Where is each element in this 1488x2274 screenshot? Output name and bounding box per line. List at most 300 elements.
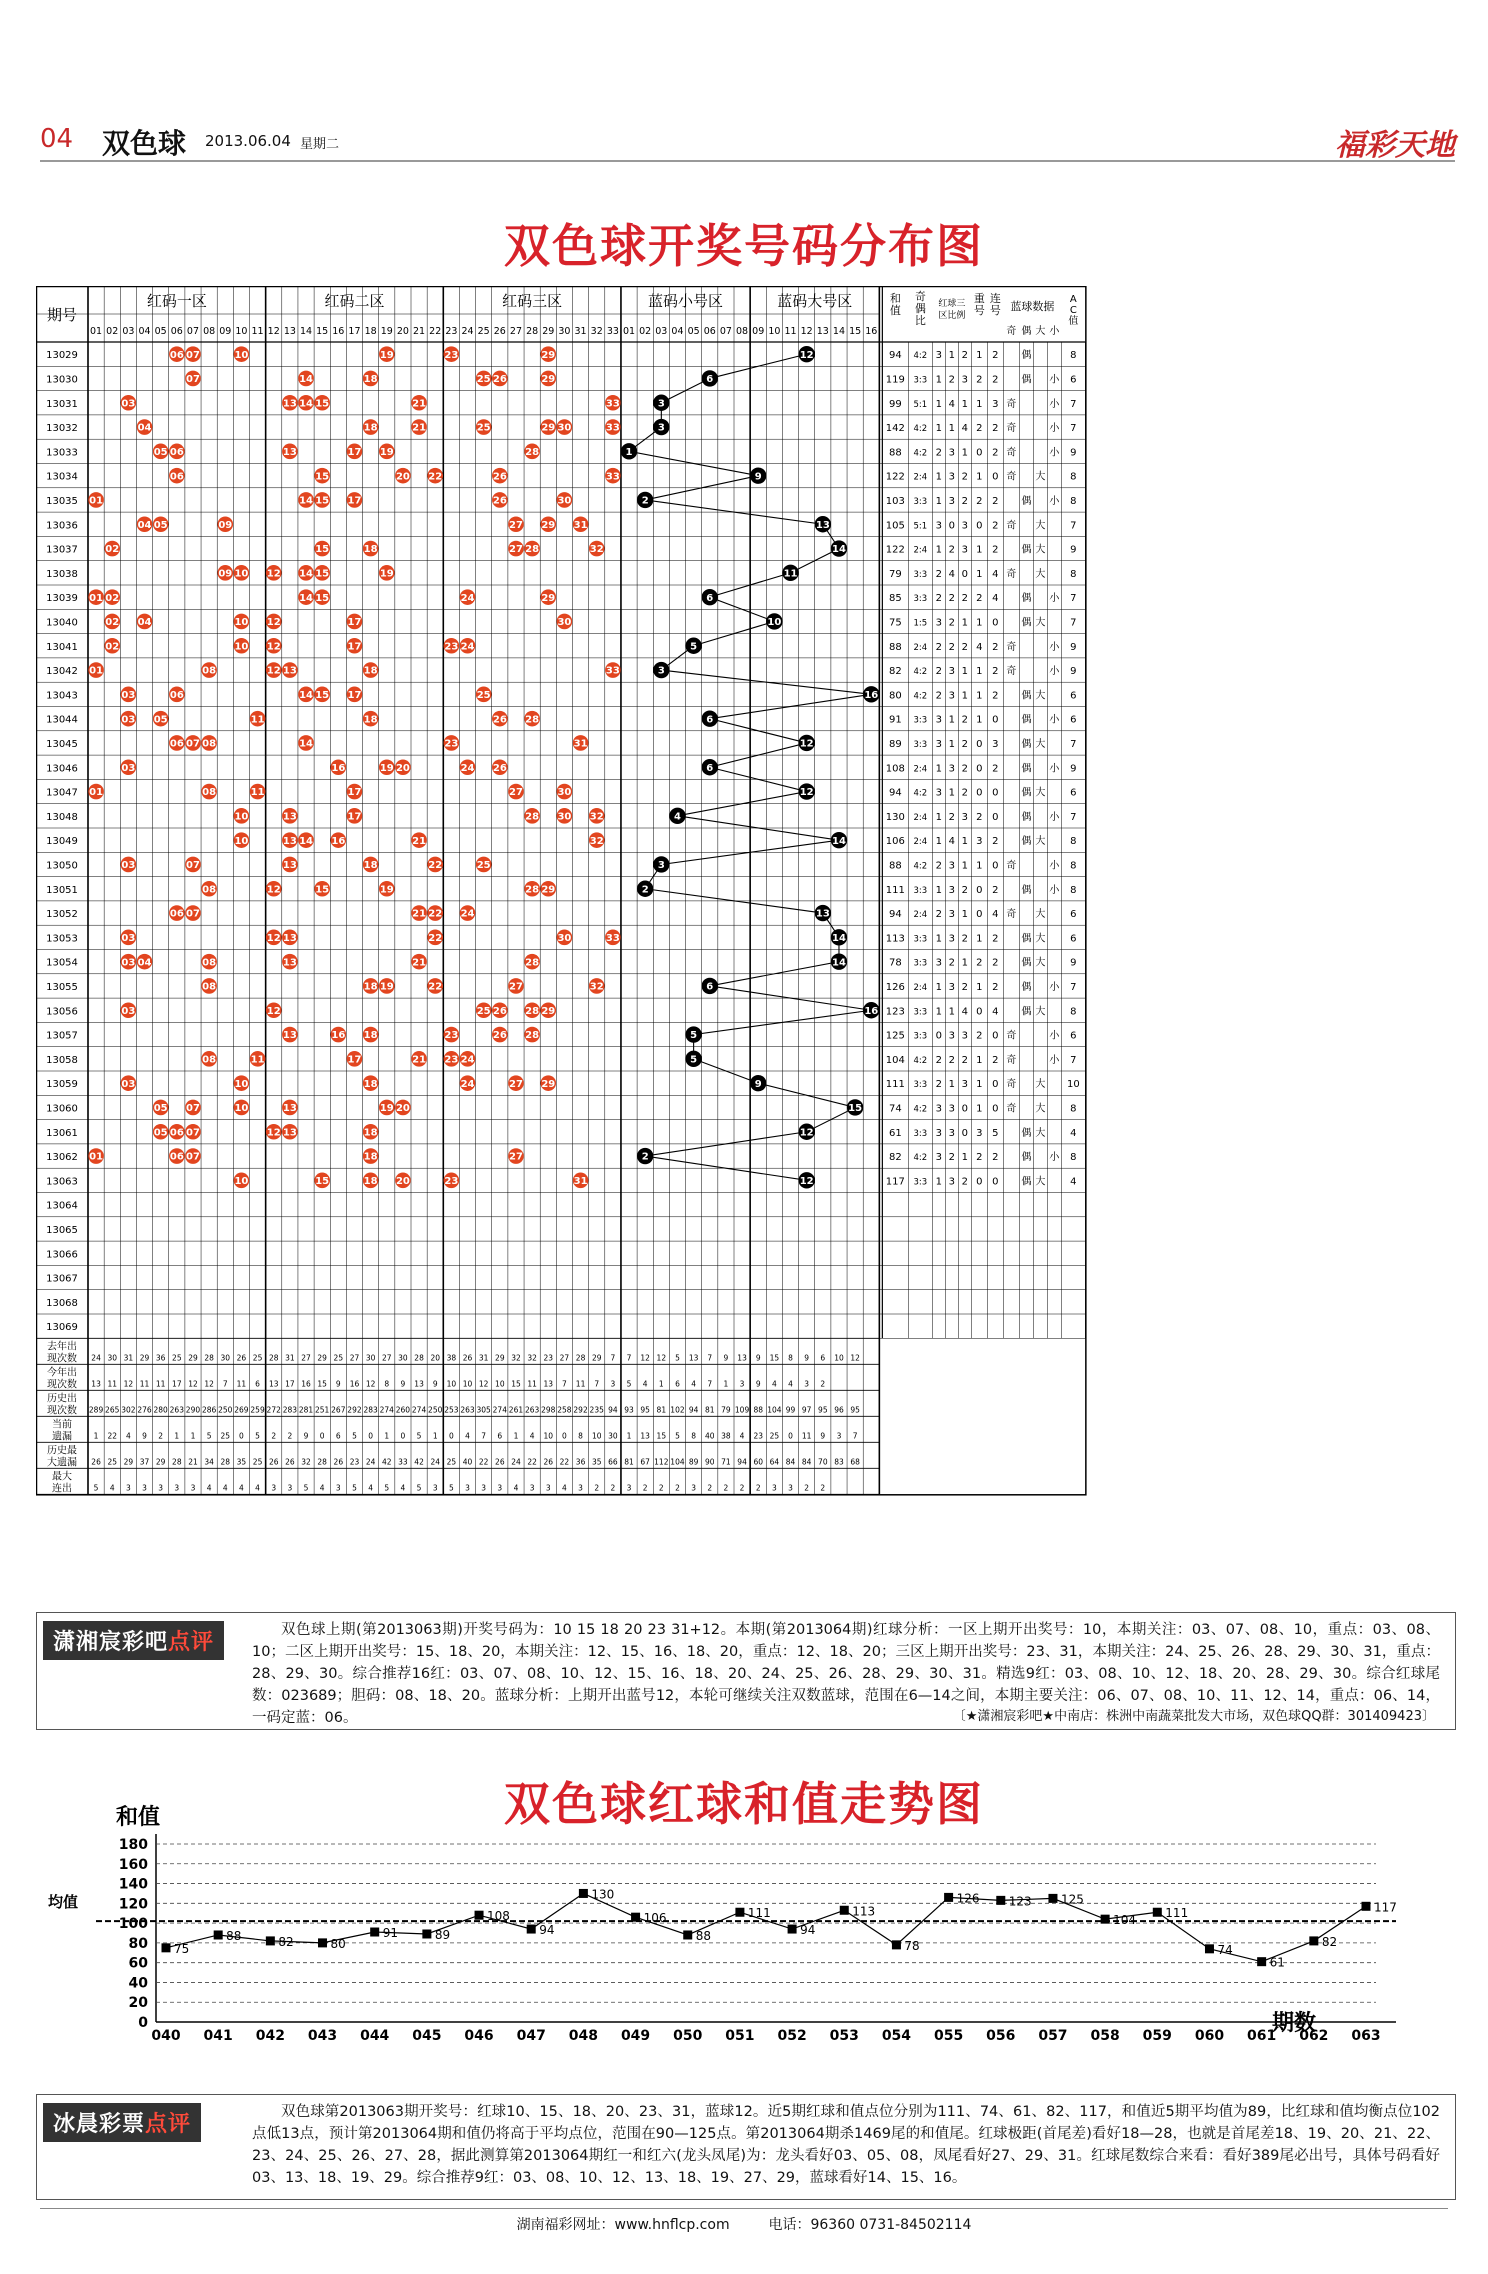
stats-value: 7 xyxy=(610,1353,616,1363)
data-label: 61 xyxy=(1269,1955,1285,1970)
zone-ratio-2: 2 xyxy=(948,617,956,629)
blue-small: 小 xyxy=(1049,981,1060,993)
side-header-consec: 号 xyxy=(989,304,1001,317)
odd-even-ratio: 4:2 xyxy=(913,788,928,799)
stats-value: 27 xyxy=(559,1353,570,1363)
zone-ratio-3: 1 xyxy=(961,447,969,459)
stats-value: 1 xyxy=(723,1379,729,1389)
stats-value: 27 xyxy=(301,1353,311,1363)
blue-col-number: 05 xyxy=(687,326,700,337)
zone-ratio-1: 3 xyxy=(935,957,943,969)
blue-ball-number: 5 xyxy=(690,641,698,653)
stats-value: 40 xyxy=(705,1431,715,1441)
blue-even: 偶 xyxy=(1021,495,1032,507)
zone-ratio-1: 3 xyxy=(935,520,943,532)
stats-label: 大遗漏 xyxy=(47,1457,77,1469)
red-ball-number: 13 xyxy=(282,1030,297,1042)
ac-value: 8 xyxy=(1070,495,1077,507)
blue-even: 偶 xyxy=(1021,714,1032,726)
red-ball-number: 14 xyxy=(299,398,313,410)
stats-value: 10 xyxy=(462,1379,473,1389)
stats-value: 11 xyxy=(236,1379,247,1389)
red-col-number: 10 xyxy=(235,326,248,337)
red-ball-number: 17 xyxy=(347,446,362,458)
red-ball-number: 23 xyxy=(444,641,459,653)
stats-value: 6 xyxy=(255,1379,260,1389)
ac-value: 9 xyxy=(1070,544,1077,556)
number-distribution-table xyxy=(36,286,1456,1606)
stats-value: 42 xyxy=(414,1457,424,1467)
stats-value: 26 xyxy=(236,1353,247,1363)
stats-value: 3 xyxy=(465,1483,470,1493)
sum-value: 85 xyxy=(888,593,902,605)
sum-value: 122 xyxy=(885,471,905,483)
blue-odd: 奇 xyxy=(1006,1030,1017,1042)
red-ball-number: 01 xyxy=(89,495,104,507)
stats-value: 40 xyxy=(462,1457,473,1467)
zone-ratio-2: 2 xyxy=(948,1054,956,1066)
comment-text-2: 双色球第2013063期开奖号：红球10、15、18、20、23、31，蓝球12。近5期红球和值点位分别为111、74、61、82、117，和值近5期平均值为89，比红球和值均衡点位102点低13点，预计第2013064期和值仍将高于平均点位，范围在90—125点。第2013064期杀1469尾的和值尾。红球极距(首尾差)看好18—28，也就是首尾差18、19、20、21、22、23、24、25、26、27、28，据此测算第2013064期红一和红六(龙头凤尾)为：龙头看好03、05、08，凤尾看好27、29、31。红球尾数综合来看：看好389尾必出号，具体号码看好03、13、18、19、29。综合推荐9红：03、08、10、12、13、18、19、27、29，蓝球看好14、15、16。 xyxy=(252,2104,1440,2186)
blue-big: 大 xyxy=(1035,617,1046,629)
zone-ratio-3: 2 xyxy=(961,641,969,653)
red-ball-number: 21 xyxy=(412,398,427,410)
stats-value: 28 xyxy=(204,1353,214,1363)
consecutive-count: 0 xyxy=(992,787,999,799)
issue-number: 13031 xyxy=(46,398,78,410)
odd-even-ratio: 3:3 xyxy=(913,375,928,386)
odd-even-ratio: 2:4 xyxy=(913,472,928,483)
red-ball-number: 29 xyxy=(541,884,556,896)
stats-value: 12 xyxy=(123,1379,134,1389)
blue-odd: 奇 xyxy=(1006,447,1017,459)
red-ball-number: 13 xyxy=(282,446,297,458)
red-ball-number: 05 xyxy=(153,446,168,458)
stats-value: 2 xyxy=(739,1483,745,1493)
zone-ratio-2: 0 xyxy=(948,520,956,532)
consecutive-count: 2 xyxy=(992,495,999,507)
issue-number: 13056 xyxy=(46,1006,78,1018)
red-ball-number: 15 xyxy=(315,544,330,556)
red-ball-number: 05 xyxy=(153,1103,168,1115)
stats-value: 263 xyxy=(524,1405,540,1415)
issue-number: 13034 xyxy=(46,471,78,483)
zone-ratio-1: 1 xyxy=(935,1176,943,1188)
red-ball-number: 04 xyxy=(137,957,152,969)
red-ball-number: 26 xyxy=(492,1005,507,1017)
stats-value: 2 xyxy=(820,1379,826,1389)
zone-ratio-3: 1 xyxy=(961,617,969,629)
red-ball-number: 03 xyxy=(121,714,136,726)
red-ball-number: 25 xyxy=(476,860,491,872)
section-name: 双色球 xyxy=(102,127,187,160)
sum-value: 111 xyxy=(885,1079,905,1091)
stats-value: 22 xyxy=(527,1457,537,1467)
red-ball-number: 24 xyxy=(460,1054,475,1066)
stats-value: 36 xyxy=(155,1353,166,1363)
sum-value: 88 xyxy=(888,641,902,653)
red-ball-number: 04 xyxy=(137,519,152,531)
repeat-count: 1 xyxy=(976,471,983,483)
sum-value: 79 xyxy=(888,568,902,580)
issue-number-empty: 13065 xyxy=(46,1224,78,1236)
stats-value: 13 xyxy=(688,1353,699,1363)
sum-value: 122 xyxy=(885,544,905,556)
ac-value: 4 xyxy=(1070,1176,1077,1188)
odd-even-ratio: 4:2 xyxy=(913,1153,928,1164)
stats-value: 7 xyxy=(707,1379,713,1389)
stats-value: 15 xyxy=(511,1379,521,1389)
stats-value: 4 xyxy=(691,1379,697,1389)
stats-value: 5 xyxy=(303,1483,309,1493)
stats-value: 9 xyxy=(142,1431,147,1441)
repeat-count: 1 xyxy=(976,933,983,945)
blue-even: 偶 xyxy=(1021,350,1032,362)
red-ball-number: 13 xyxy=(282,398,297,410)
stats-value: 292 xyxy=(347,1405,362,1415)
zone-ratio-2: 1 xyxy=(948,787,956,799)
red-col-number: 33 xyxy=(606,326,619,337)
stats-value: 5 xyxy=(384,1483,390,1493)
side-header-zone-ratio: 区比例 xyxy=(938,311,966,321)
stats-value: 24 xyxy=(511,1457,521,1467)
side-header-repeat: 重 xyxy=(973,292,985,305)
red-ball-number: 05 xyxy=(153,714,168,726)
red-col-number: 31 xyxy=(574,326,587,337)
ac-value: 6 xyxy=(1070,690,1077,702)
stats-value: 25 xyxy=(769,1431,780,1441)
red-ball-number: 06 xyxy=(169,1127,184,1139)
red-ball-number: 10 xyxy=(234,1175,249,1187)
red-ball-number: 26 xyxy=(492,1030,507,1042)
x-tick-label: 046 xyxy=(464,2028,494,2044)
stats-value: 81 xyxy=(656,1405,667,1415)
red-ball-number: 12 xyxy=(266,665,281,677)
ac-value: 7 xyxy=(1070,1054,1077,1066)
red-col-number: 11 xyxy=(251,326,264,337)
blue-small: 小 xyxy=(1049,374,1060,386)
stats-value: 23 xyxy=(349,1457,360,1467)
side-header-even: 偶 xyxy=(1021,326,1032,337)
stats-value: 280 xyxy=(153,1405,168,1415)
stats-value: 4 xyxy=(368,1483,374,1493)
zone-ratio-3: 1 xyxy=(961,690,969,702)
ac-value: 7 xyxy=(1070,398,1077,410)
stats-value: 2 xyxy=(610,1483,616,1493)
ac-value: 8 xyxy=(1070,350,1077,362)
zone-ratio-3: 0 xyxy=(961,1103,969,1115)
stats-value: 25 xyxy=(107,1457,117,1467)
blue-odd: 奇 xyxy=(1006,398,1017,410)
red-ball-number: 33 xyxy=(605,471,620,483)
y-tick-label: 0 xyxy=(138,2015,148,2031)
red-ball-number: 27 xyxy=(509,1078,523,1090)
red-ball-number: 12 xyxy=(266,568,281,580)
stats-value: 17 xyxy=(172,1379,182,1389)
issue-number: 13046 xyxy=(46,763,78,775)
consecutive-count: 0 xyxy=(992,471,999,483)
stats-label: 当前 xyxy=(52,1419,72,1431)
stats-value: 29 xyxy=(317,1353,327,1363)
stats-value: 3 xyxy=(271,1483,277,1493)
red-ball-number: 01 xyxy=(89,787,104,799)
data-point xyxy=(840,1906,849,1915)
red-ball-number: 13 xyxy=(282,1127,297,1139)
distribution-chart-title: 双色球开奖号码分布图 xyxy=(504,219,984,273)
blue-ball-number: 9 xyxy=(754,471,762,483)
zone-ratio-2: 3 xyxy=(948,981,956,993)
stats-value: 13 xyxy=(414,1379,424,1389)
consecutive-count: 2 xyxy=(992,981,999,993)
consecutive-count: 4 xyxy=(992,568,999,580)
stats-value: 10 xyxy=(591,1431,602,1441)
stats-value: 1 xyxy=(658,1379,664,1389)
data-point xyxy=(1257,1957,1266,1966)
red-ball-number: 05 xyxy=(153,519,168,531)
stats-value: 3 xyxy=(497,1483,503,1493)
sum-chart-title: 双色球红球和值走势图 xyxy=(504,1777,984,1831)
red-ball-number: 21 xyxy=(412,422,427,434)
blue-odd: 奇 xyxy=(1006,909,1017,921)
red-ball-number: 21 xyxy=(412,957,427,969)
red-ball-number: 26 xyxy=(492,762,507,774)
data-label: 88 xyxy=(226,1928,242,1943)
zone-ratio-1: 1 xyxy=(935,811,943,823)
red-ball-number: 28 xyxy=(525,544,540,556)
red-ball-number: 19 xyxy=(379,568,394,580)
stats-value: 36 xyxy=(575,1457,586,1467)
stats-value: 274 xyxy=(411,1405,427,1415)
sum-value: 111 xyxy=(885,884,905,896)
zone-ratio-1: 1 xyxy=(935,398,943,410)
red-ball-number: 18 xyxy=(363,1175,378,1187)
red-col-number: 24 xyxy=(461,326,474,337)
issue-number: 13033 xyxy=(46,447,78,459)
odd-even-ratio: 2:4 xyxy=(913,837,928,848)
red-ball-number: 11 xyxy=(250,714,265,726)
stats-value: 4 xyxy=(771,1379,777,1389)
red-ball-number: 22 xyxy=(428,981,443,993)
issue-number: 13059 xyxy=(46,1079,78,1091)
red-ball-number: 25 xyxy=(476,1005,491,1017)
stats-value: 1 xyxy=(174,1431,180,1441)
issue-number: 13051 xyxy=(46,884,78,896)
blue-even: 偶 xyxy=(1021,763,1032,775)
red-ball-number: 17 xyxy=(347,689,362,701)
zone-ratio-3: 2 xyxy=(961,763,969,775)
stats-value: 7 xyxy=(626,1353,632,1363)
data-label: 113 xyxy=(852,1904,876,1919)
red-ball-number: 01 xyxy=(89,592,104,604)
red-ball-number: 14 xyxy=(299,374,313,386)
stats-value: 6 xyxy=(820,1353,826,1363)
stats-value: 9 xyxy=(820,1431,826,1441)
stats-value: 274 xyxy=(492,1405,507,1415)
red-ball-number: 11 xyxy=(250,787,265,799)
red-ball-number: 20 xyxy=(395,1175,410,1187)
stats-value: 2 xyxy=(594,1483,600,1493)
zone-ratio-3: 3 xyxy=(961,374,969,386)
sum-value: 94 xyxy=(888,350,902,362)
sum-value: 80 xyxy=(888,690,902,702)
red-ball-number: 23 xyxy=(444,738,459,750)
zone-ratio-1: 3 xyxy=(935,1127,943,1139)
stats-value: 25 xyxy=(252,1353,263,1363)
stats-value: 16 xyxy=(349,1379,360,1389)
stats-value: 27 xyxy=(349,1353,360,1363)
red-ball-number: 10 xyxy=(234,811,249,823)
stats-value: 3 xyxy=(481,1483,487,1493)
stats-value: 4 xyxy=(529,1431,535,1441)
red-ball-number: 33 xyxy=(605,422,620,434)
stats-value: 26 xyxy=(543,1457,554,1467)
red-ball-number: 29 xyxy=(541,1078,556,1090)
blue-odd: 奇 xyxy=(1006,641,1017,653)
red-ball-number: 06 xyxy=(169,349,184,361)
red-ball-number: 26 xyxy=(492,471,507,483)
zone-ratio-1: 3 xyxy=(935,617,943,629)
stats-value: 11 xyxy=(139,1379,150,1389)
issue-date: 2013.06.04 xyxy=(205,132,291,150)
red-ball-number: 26 xyxy=(492,714,507,726)
red-col-number: 26 xyxy=(493,326,506,337)
stats-value: 10 xyxy=(543,1431,554,1441)
stats-value: 286 xyxy=(201,1405,217,1415)
red-col-number: 02 xyxy=(106,326,119,337)
ac-value: 9 xyxy=(1070,763,1077,775)
stats-value: 26 xyxy=(333,1457,344,1467)
stats-value: 0 xyxy=(400,1431,406,1441)
red-col-number: 13 xyxy=(283,326,296,337)
zone-ratio-1: 2 xyxy=(935,593,943,605)
repeat-count: 1 xyxy=(976,860,983,872)
stats-value: 10 xyxy=(446,1379,457,1389)
stats-value: 25 xyxy=(172,1353,182,1363)
red-ball-number: 30 xyxy=(557,422,572,434)
blue-even: 偶 xyxy=(1021,374,1032,386)
stats-value: 29 xyxy=(123,1457,134,1467)
comment-tag-2 xyxy=(43,2103,201,2142)
data-label: 94 xyxy=(800,1923,816,1938)
stats-value: 0 xyxy=(239,1431,244,1441)
blue-small: 小 xyxy=(1049,1152,1060,1164)
stats-value: 3 xyxy=(158,1483,164,1493)
blue-even: 偶 xyxy=(1021,811,1032,823)
red-ball-number: 27 xyxy=(509,544,523,556)
blue-ball-number: 12 xyxy=(799,787,814,799)
stats-value: 31 xyxy=(478,1353,489,1363)
stats-value: 253 xyxy=(444,1405,459,1415)
side-header-odd: 奇 xyxy=(1006,326,1017,337)
repeat-count: 2 xyxy=(976,374,983,386)
stats-value: 30 xyxy=(608,1431,618,1441)
stats-label: 连出 xyxy=(52,1483,72,1495)
red-ball-number: 14 xyxy=(299,835,313,847)
red-ball-number: 30 xyxy=(557,787,572,799)
issue-number: 13057 xyxy=(46,1030,78,1042)
comment-tag-1-name: 潇湘宸彩吧 xyxy=(53,1630,169,1655)
stats-value: 2 xyxy=(755,1483,761,1493)
red-col-number: 28 xyxy=(526,326,539,337)
x-tick-label: 059 xyxy=(1142,2028,1172,2044)
issue-number: 13063 xyxy=(46,1176,78,1188)
stats-value: 3 xyxy=(287,1483,293,1493)
zone-ratio-2: 2 xyxy=(948,641,956,653)
red-ball-number: 04 xyxy=(137,617,152,629)
data-point xyxy=(892,1940,901,1949)
data-label: 88 xyxy=(695,1928,712,1943)
zone-ratio-3: 3 xyxy=(961,520,969,532)
consecutive-count: 2 xyxy=(992,690,999,702)
odd-even-ratio: 3:3 xyxy=(913,958,928,969)
stats-value: 25 xyxy=(333,1353,344,1363)
red-ball-number: 08 xyxy=(202,957,217,969)
red-ball-number: 08 xyxy=(202,981,217,993)
odd-even-ratio: 5:1 xyxy=(913,521,928,532)
blue-big: 大 xyxy=(1035,787,1046,799)
data-label: 82 xyxy=(1321,1934,1338,1949)
stats-value: 3 xyxy=(125,1483,131,1493)
red-ball-number: 03 xyxy=(121,689,136,701)
stats-value: 23 xyxy=(543,1353,554,1363)
stats-value: 4 xyxy=(206,1483,212,1493)
blue-col-number: 07 xyxy=(719,326,732,337)
red-ball-number: 01 xyxy=(89,1151,104,1163)
sum-value: 105 xyxy=(885,520,905,532)
stats-value: 4 xyxy=(788,1379,793,1389)
stats-value: 22 xyxy=(107,1431,117,1441)
y-tick-label: 140 xyxy=(118,1876,148,1893)
blue-big: 大 xyxy=(1035,836,1046,848)
odd-even-ratio: 2:4 xyxy=(913,812,928,823)
blue-big: 大 xyxy=(1035,909,1046,921)
zone-ratio-2: 1 xyxy=(948,738,956,750)
stats-value: 27 xyxy=(382,1353,392,1363)
stats-value: 26 xyxy=(462,1353,473,1363)
zone-ratio-2: 3 xyxy=(948,933,956,945)
issue-number: 13042 xyxy=(46,666,78,678)
zone-ratio-3: 3 xyxy=(961,1030,969,1042)
red-ball-number: 21 xyxy=(412,835,427,847)
stats-value: 29 xyxy=(139,1353,150,1363)
consecutive-count: 2 xyxy=(992,1152,999,1164)
blue-col-number: 08 xyxy=(736,326,749,337)
red-ball-number: 03 xyxy=(121,860,136,872)
table-grid xyxy=(36,286,1086,1495)
zone-ratio-3: 3 xyxy=(961,544,969,556)
zone-ratio-3: 2 xyxy=(961,933,969,945)
ac-value: 6 xyxy=(1070,714,1077,726)
sum-value: 119 xyxy=(885,374,905,386)
odd-even-ratio: 3:3 xyxy=(913,885,928,896)
stats-value: 9 xyxy=(432,1379,438,1389)
issue-number: 13049 xyxy=(46,836,78,848)
repeat-count: 2 xyxy=(976,1152,983,1164)
sum-value: 89 xyxy=(888,738,902,750)
stats-value: 260 xyxy=(395,1405,411,1415)
repeat-count: 1 xyxy=(976,690,983,702)
consecutive-count: 2 xyxy=(992,447,999,459)
blue-ball-number: 12 xyxy=(799,1175,814,1187)
blue-even: 偶 xyxy=(1021,884,1032,896)
red-ball-number: 24 xyxy=(460,592,475,604)
stats-value: 70 xyxy=(818,1457,828,1467)
blue-col-number: 03 xyxy=(655,326,668,337)
zone-ratio-3: 3 xyxy=(961,811,969,823)
stats-value: 269 xyxy=(234,1405,249,1415)
odd-even-ratio: 4:2 xyxy=(913,351,928,362)
zone-ratio-2: 3 xyxy=(948,1030,956,1042)
x-tick-label: 058 xyxy=(1090,2028,1120,2044)
